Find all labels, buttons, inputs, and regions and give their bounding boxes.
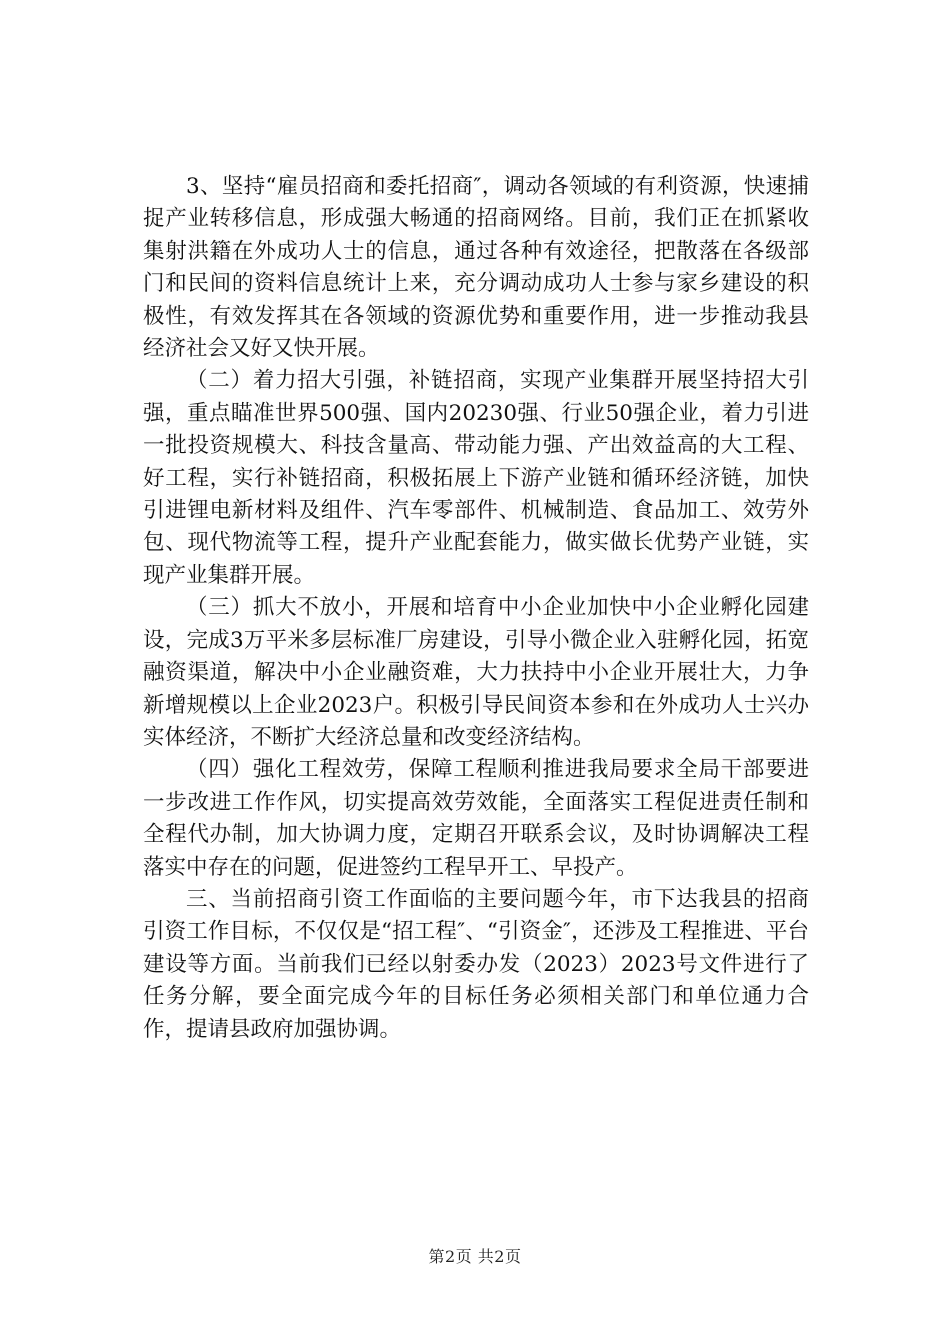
paragraph-main-problems: 三、当前招商引资工作面临的主要问题今年，市下达我县的招商引资工作目标，不仅仅是“招工程″、“引资金″，还涉及工程推进、平台建设等方面。当前我们已经以射委办发（2023）2023号文件进行了任务分解，要全面完成今年的目标任务必须相关部门和单位通力合作，提请县政府加强协调。 [143, 886, 809, 1042]
paragraph-employee-investment: 3、坚持“雇员招商和委托招商″，调动各领域的有利资源，快速捕捉产业转移信息，形成强大畅通的招商网络。目前，我们正在抓紧收集射洪籍在外成功人士的信息，通过各种有效途径，把散落在各级部门和民间的资料信息统计上来，充分调动成功人士参与家乡建设的积极性，有效发挥其在各领域的资源优势和重要作用，进一步推动我县经济社会又好又快开展。 [143, 174, 809, 362]
paragraph-section-four: （四）强化工程效劳，保障工程顺利推进我局要求全局干部要进一步改进工作作风，切实提高效劳效能，全面落实工程促进责任制和全程代办制，加大协调力度，定期召开联系会议，及时协调解决工程落实中存在的问题，促进签约工程早开工、早投产。 [143, 757, 809, 880]
page-footer: 第2页 共2页 [428, 1247, 522, 1266]
document-body [143, 171, 809, 1046]
paragraph-section-two: （二）着力招大引强，补链招商，实现产业集群开展坚持招大引强，重点瞄准世界500强、国内20230强、行业50强企业，着力引进一批投资规模大、科技含量高、带动能力强、产出效益高的大工程、好工程，实行补链招商，积极拓展上下游产业链和循环经济链，加快引进锂电新材料及组件、汽车零部件、机械制造、食品加工、效劳外包、现代物流等工程，提升产业配套能力，做实做长优势产业链，实现产业集群开展。 [143, 368, 809, 588]
paragraph-section-three: （三）抓大不放小，开展和培育中小企业加快中小企业孵化园建设，完成3万平米多层标准厂房建设，引导小微企业入驻孵化园，拓宽融资渠道，解决中小企业融资难，大力扶持中小企业开展壮大，力争新增规模以上企业2023户。积极引导民间资本参和在外成功人士兴办实体经济，不断扩大经济总量和改变经济结构。 [143, 595, 809, 750]
